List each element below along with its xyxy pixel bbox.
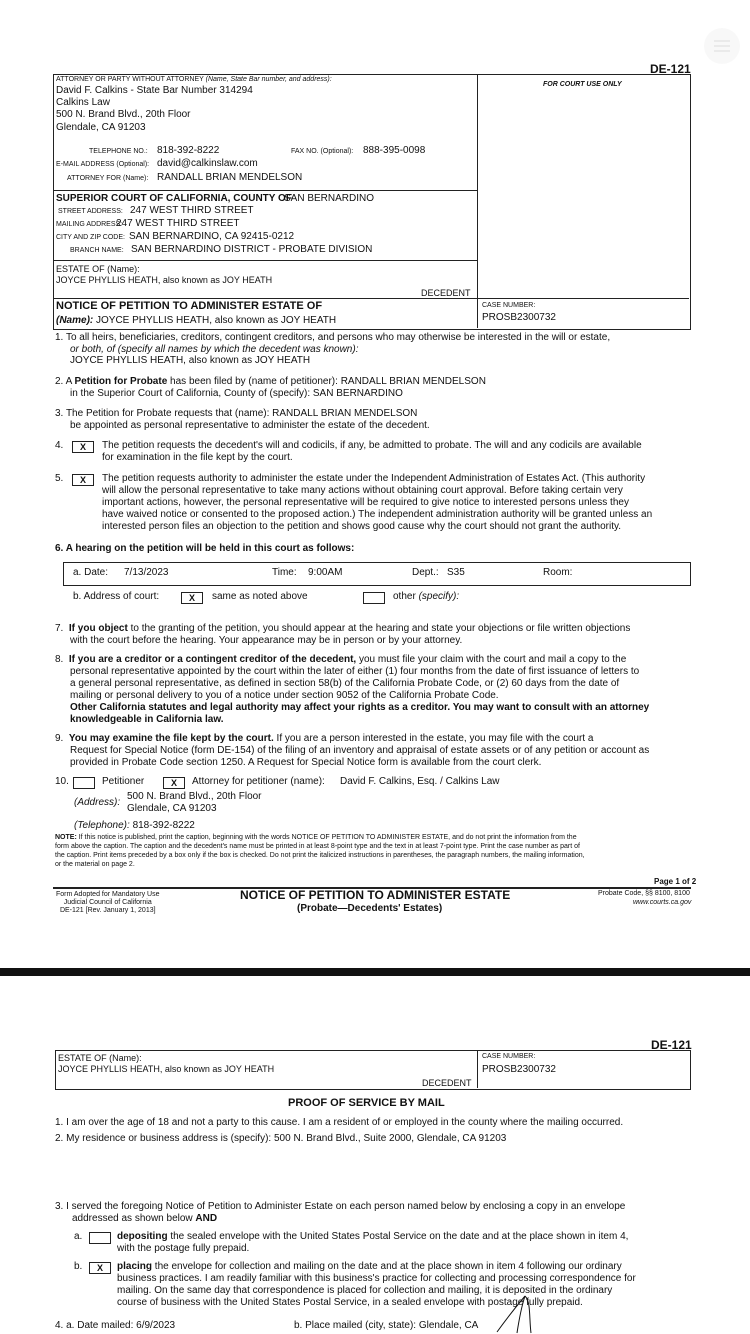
attorney-for-petitioner-name: David F. Calkins, Esq. / Calkins Law (340, 776, 500, 787)
pos-a-label: a. (74, 1231, 83, 1242)
item-2: 2. A Petition for Probate has been filed by (name of petitioner): RANDALL BRIAN MENDELSON (55, 376, 486, 387)
hearing-time-label: Time: (272, 567, 297, 578)
menu-icon (714, 40, 730, 42)
estate-label: ESTATE OF (Name): (56, 264, 140, 274)
signature-scribble (495, 1288, 555, 1334)
page-number: Page 1 of 2 (654, 877, 697, 886)
item-5-line: important actions, however, the personal representative will be required to give notice to interested persons unless they (102, 497, 629, 508)
hearing-date-label: a. Date: (73, 567, 109, 578)
item-9-line: provided in Probate Code section 1250. A Request for Special Notice form is available from the court clerk. (70, 757, 542, 768)
item-5-number: 5. (55, 473, 64, 484)
page-2-case-label: CASE NUMBER: (482, 1053, 536, 1060)
item-8-line: personal representative appointed by the court within the later of either (1) four months from the date of first issuance of letters to (70, 666, 640, 677)
note-line: NOTE: If this notice is published, print the caption, beginning with the words NOTICE OF PETITION TO ADMINISTER ESTATE, and do not print the information from the (55, 834, 577, 841)
hearing-room-label: Room: (543, 567, 573, 578)
item-8-line: a general personal representative, as defined in section 58(b) of the California Probate Code, or (2) 60 days from the date of (70, 678, 620, 689)
fax-label: FAX NO. (Optional): (291, 148, 354, 155)
hearing-date: 7/13/2023 (124, 567, 169, 578)
address-line-2: Glendale, CA 91203 (56, 122, 146, 133)
pos-b-text: placing the envelope for collection and mailing on the date and at the place shown in item 4 following our ordinary (117, 1261, 622, 1272)
depositing-checkbox[interactable] (89, 1232, 111, 1244)
pos-b-line: course of business with the United States Postal Service, in a sealed envelope with postage fully prepaid. (117, 1297, 583, 1308)
item-8-line: mailing or personal delivery to you of a notice under section 9052 of the California Probate Code. (70, 690, 499, 701)
attorney-name: David F. Calkins - State Bar Number 314294 (56, 85, 253, 96)
item-1-names: JOYCE PHYLLIS HEATH, also known as JOY HEATH (70, 355, 311, 366)
attorney-for: RANDALL BRIAN MENDELSON (157, 172, 303, 183)
item-9-line: Request for Special Notice (form DE-154) of the filing of an inventory and appraisal of estate assets or of any petition or account as (70, 745, 650, 756)
item-1: 1. To all heirs, beneficiaries, creditors, contingent creditors, and persons who may otherwise be interested in the will or estate, (55, 332, 611, 343)
item-5-line: have waived notice or consented to the proposed action.) The independent administration authority will be granted unless an (102, 509, 653, 520)
hearing-dept: S35 (447, 567, 465, 578)
hearing-dept-label: Dept.: (412, 567, 439, 578)
page-2-estate-label: ESTATE OF (Name): (58, 1053, 142, 1063)
firm-name: Calkins Law (56, 97, 110, 108)
item-8: 8. If you are a creditor or a contingent creditor of the decedent, you must file your claim with the court and mail a copy to the (55, 654, 627, 665)
email-label: E-MAIL ADDRESS (Optional): (56, 161, 150, 168)
note-line: or the material on page 2. (55, 861, 135, 868)
note-line: the caption. Print items preceded by a box only if the box is checked. Do not print the italicized instructions in parentheses, the paragraph numbers, the mailing information, (55, 852, 585, 859)
case-number: PROSB2300732 (482, 312, 556, 323)
item-3: 3. The Petition for Probate requests that (name): RANDALL BRIAN MENDELSON (55, 408, 418, 419)
item-5-line: interested person files an objection to the petition and shows good cause why the court should not grant the authority. (102, 521, 622, 532)
phone-label: TELEPHONE NO.: (89, 148, 148, 155)
item-8-warning-2: knowledgeable in California law. (70, 714, 224, 725)
form-id-page-2: DE-121 (651, 1038, 692, 1052)
petitioner-label: Petitioner (102, 776, 145, 787)
pos-item-2: 2. My residence or business address is (specify): 500 N. Brand Blvd., Suite 2000, Glendale, CA 91203 (55, 1133, 507, 1144)
mailing: 247 WEST THIRD STREET (116, 218, 240, 229)
city: SAN BERNARDINO, CA 92415-0212 (129, 231, 295, 242)
place-mailed: b. Place mailed (city, state): Glendale, CA (294, 1320, 479, 1331)
court-address-label: b. Address of court: (73, 591, 160, 602)
phone: 818-392-8222 (157, 145, 220, 156)
street-label: STREET ADDRESS: (58, 208, 123, 215)
placing-checkbox[interactable]: X (89, 1262, 111, 1274)
footer-title: NOTICE OF PETITION TO ADMINISTER ESTATE (240, 888, 511, 902)
branch-label: BRANCH NAME: (70, 247, 124, 254)
address-line-2: Glendale, CA 91203 (127, 803, 217, 814)
note-line: form above the caption. The caption and the decedent's name must be printed in at least 8-point type and the text in at least 7-point type. Print the case number as part of (55, 843, 580, 850)
hearing-time: 9:00AM (308, 567, 343, 578)
item-1-names-prompt: or both, of (specify all names by which the decedent was known): (70, 344, 359, 355)
pos-item-1: 1. I am over the age of 18 and not a party to this cause. I am a resident of or employed in the county where the mailing occurred. (55, 1117, 624, 1128)
item-7-line-2: with the court before the hearing. Your appearance may be in person or by your attorney. (70, 635, 463, 646)
court-title: SUPERIOR COURT OF CALIFORNIA, COUNTY OF (56, 193, 292, 204)
pos-a-text-2: with the postage fully prepaid. (117, 1243, 250, 1254)
branch: SAN BERNARDINO DISTRICT - PROBATE DIVISION (131, 244, 373, 255)
notice-name: (Name): JOYCE PHYLLIS HEATH, also known as JOY HEATH (56, 315, 337, 326)
item-3-detail: be appointed as personal representative to administer the estate of the decedent. (70, 420, 430, 431)
footer-left: Form Adopted for Mandatory Use Judicial Council of California DE-121 [Rev. January 1, 2013] (56, 891, 160, 914)
page-2-estate-name: JOYCE PHYLLIS HEATH, also known as JOY HEATH (58, 1064, 275, 1074)
footer-subtitle: (Probate—Decedents' Estates) (297, 903, 443, 914)
page-2-case-number: PROSB2300732 (482, 1064, 556, 1075)
address-label: (Address): (74, 797, 121, 808)
street: 247 WEST THIRD STREET (130, 205, 254, 216)
item-4-checkbox[interactable]: X (72, 441, 94, 453)
pos-b-label: b. (74, 1261, 83, 1272)
date-mailed: 4. a. Date mailed: 6/9/2023 (55, 1320, 176, 1331)
case-label: CASE NUMBER: (482, 302, 536, 309)
item-6: 6. A hearing on the petition will be held in this court as follows: (55, 543, 355, 554)
pos-b-line: mailing. On the same day that correspondence is placed for collection and mailing, it is deposited in the ordinary (117, 1285, 613, 1296)
attorney-for-petitioner-label: Attorney for petitioner (name): (192, 776, 325, 787)
attorney-for-label: ATTORNEY FOR (Name): (67, 175, 149, 182)
address-line-1: 500 N. Brand Blvd., 20th Floor (56, 109, 191, 120)
item-10-number: 10. (55, 776, 69, 787)
item-5-checkbox[interactable]: X (72, 474, 94, 486)
pos-item-3: 3. I served the foregoing Notice of Petition to Administer Estate on each person named below by enclosing a copy in an envelope (55, 1201, 626, 1212)
item-2-county: in the Superior Court of California, County of (specify): SAN BERNARDINO (70, 388, 403, 399)
pos-a-text: depositing the sealed envelope with the United States Postal Service on the date and at the place shown in item 4, (117, 1231, 629, 1242)
footer-right-url: www.courts.ca.gov (633, 899, 692, 906)
estate-name: JOYCE PHYLLIS HEATH, also known as JOY HEATH (56, 275, 273, 285)
fax: 888-395-0098 (363, 145, 426, 156)
email: david@calkinslaw.com (157, 158, 258, 169)
attorney-checkbox[interactable]: X (163, 777, 185, 789)
item-7: 7. If you object to the granting of the petition, you should appear at the hearing and state your objections or file written objections (55, 623, 631, 634)
pos-item-3-line-2: addressed as shown below AND (72, 1213, 218, 1224)
item-5-line: will allow the personal representative to take many actions without obtaining court approval. Before taking certain very (102, 485, 623, 496)
city-label: CITY AND ZIP CODE: (56, 234, 125, 241)
same-as-above-checkbox[interactable]: X (181, 592, 203, 604)
form-id: DE-121 (650, 62, 691, 76)
notice-title: NOTICE OF PETITION TO ADMINISTER ESTATE OF (56, 300, 323, 312)
page-separator (0, 968, 750, 976)
pos-b-line: business practices. I am readily familiar with this business's practice for collecting and processing correspondence for (117, 1273, 636, 1284)
court-use-label: FOR COURT USE ONLY (543, 81, 622, 88)
item-5-line: The petition requests authority to administer the estate under the Independent Administration of Estates Act. (This authority (102, 473, 646, 484)
petitioner-checkbox[interactable] (73, 777, 95, 789)
item-4-text-2: for examination in the file kept by the court. (102, 452, 293, 463)
court-county: SAN BERNARDINO (284, 193, 375, 204)
menu-button[interactable] (704, 28, 740, 64)
other-checkbox[interactable] (363, 592, 385, 604)
attorney-label: ATTORNEY OR PARTY WITHOUT ATTORNEY (Name, State Bar number, and address): (56, 76, 332, 83)
telephone: (Telephone): 818-392-8222 (74, 820, 195, 831)
address-line-1: 500 N. Brand Blvd., 20th Floor (127, 791, 262, 802)
page-2-decedent: DECEDENT (422, 1078, 472, 1088)
item-8-warning: Other California statutes and legal authority may affect your rights as a creditor. You may want to consult with an attorney (70, 702, 650, 713)
item-4-number: 4. (55, 440, 64, 451)
item-9: 9. You may examine the file kept by the court. If you are a person interested in the estate, you may file with the court a (55, 733, 594, 744)
item-4-text: The petition requests the decedent's will and codicils, if any, be admitted to probate. The will and any codicils are available (102, 440, 642, 451)
decedent-label: DECEDENT (421, 288, 471, 298)
same-as-above-label: same as noted above (212, 591, 308, 602)
proof-of-service-title: PROOF OF SERVICE BY MAIL (288, 1097, 445, 1109)
footer-right-code: Probate Code, §§ 8100, 8100 (598, 890, 690, 897)
mailing-label: MAILING ADDRESS: (56, 221, 123, 228)
other-label: other (specify): (393, 591, 460, 602)
